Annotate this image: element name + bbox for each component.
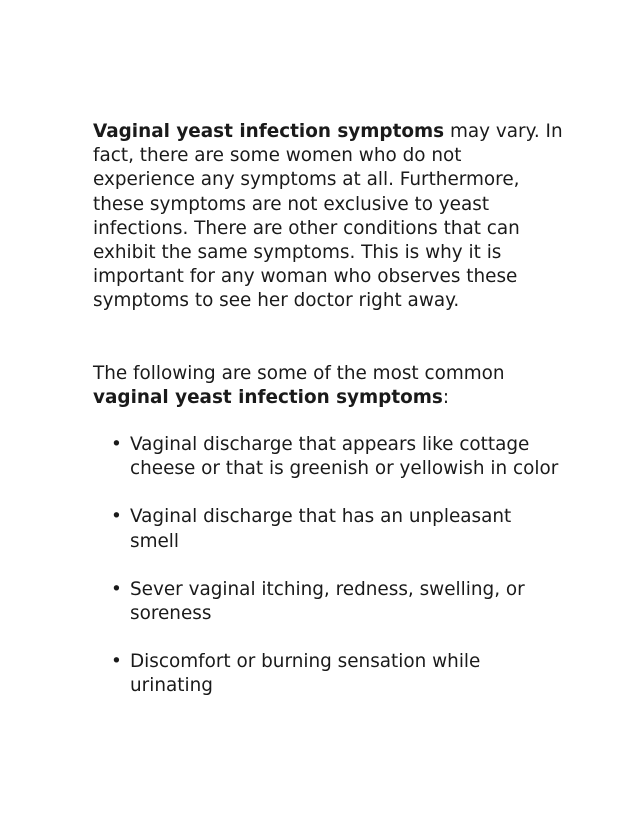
- list-item-text: Vaginal discharge that has an unpleasant smell: [130, 506, 512, 552]
- list-item-text: Sever vaginal itching, redness, swelling, or soreness: [130, 578, 525, 625]
- bullet-icon: •: [111, 434, 122, 456]
- list-item: [93, 505, 563, 553]
- list-item-text: Discomfort or burning sensation while urinating: [130, 651, 481, 697]
- list-item: [93, 578, 563, 626]
- bullet-icon: •: [111, 506, 122, 528]
- list-intro-paragraph: [93, 362, 563, 410]
- intro-paragraph: [93, 120, 563, 314]
- list-item-text: Vaginal discharge that appears like cottage cheese or that is greenish or yellowish in color: [130, 434, 559, 480]
- bullet-icon: •: [111, 651, 122, 673]
- symptom-list: [93, 433, 563, 699]
- intro-text: may vary. In fact, there are some women who do not experience any symptoms at all. Furthermore, these symptoms are not exclusive to yeast infections. There are other conditions that can exhibit the same symptoms. This is why it is important for any woman who observes these symptoms to see her doctor right away.: [93, 121, 563, 312]
- list-item: [93, 433, 563, 481]
- list-intro-text: The following are some of the most common: [93, 362, 505, 384]
- list-item: [93, 650, 563, 698]
- intro-bold-lead: Vaginal yeast infection symptoms: [93, 121, 445, 142]
- bullet-icon: •: [111, 578, 122, 600]
- document-body: [93, 120, 563, 723]
- list-intro-colon: :: [442, 386, 450, 408]
- list-intro-bold-term: vaginal yeast infection symptoms: [93, 386, 443, 408]
